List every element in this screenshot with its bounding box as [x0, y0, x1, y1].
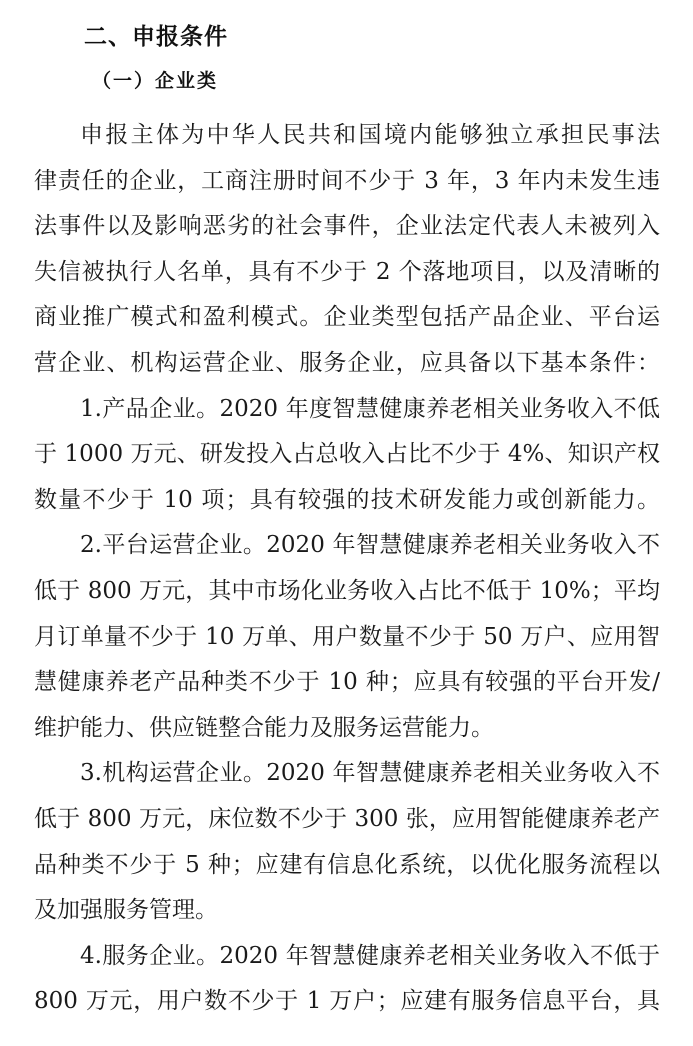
body-text [34, 113, 660, 1025]
text-line: 1.产品企业。2020 年度智慧健康养老相关业务收入不低 [80, 395, 660, 422]
text-line: 及加强服务管理。 [34, 897, 218, 924]
text-line: 4.服务企业。2020 年智慧健康养老相关业务收入不低于 [80, 942, 660, 969]
text-line: 失信被执行人名单，具有不少于 2 个落地项目，以及清晰的 [34, 258, 660, 285]
text-line: 于 1000 万元、研发投入占总收入占比不少于 4%、知识产权 [34, 441, 660, 468]
text-line: 营企业、机构运营企业、服务企业，应具备以下基本条件： [34, 349, 660, 376]
text-line: 月订单量不少于 10 万单、用户数量不少于 50 万户、应用智 [34, 623, 660, 650]
sub-heading: （一）企业类 [92, 70, 219, 92]
text-line: 法事件以及影响恶劣的社会事件，企业法定代表人未被列入 [34, 213, 660, 240]
text-line: 低于 800 万元，床位数不少于 300 张，应用智能健康养老产 [34, 805, 660, 832]
text-line: 数量不少于 10 项；具有较强的技术研发能力或创新能力。 [34, 486, 660, 513]
text-line: 申报主体为中华人民共和国境内能够独立承担民事法 [80, 122, 660, 148]
text-line: 3.机构运营企业。2020 年智慧健康养老相关业务收入不 [80, 760, 660, 787]
text-line: 品种类不少于 5 种；应建有信息化系统，以优化服务流程以 [34, 851, 660, 878]
text-line: 低于 800 万元，其中市场化业务收入占比不低于 10%；平均 [34, 577, 660, 604]
text-line: 慧健康养老产品种类不少于 10 种；应具有较强的平台开发/ [34, 669, 660, 696]
text-line: 2.平台运营企业。2020 年智慧健康养老相关业务收入不 [80, 532, 660, 559]
text-line: 商业推广模式和盈利模式。企业类型包括产品企业、平台运 [34, 304, 660, 331]
section-heading: 二、申报条件 [84, 24, 228, 50]
text-line: 800 万元，用户数不少于 1 万户；应建有服务信息平台，具 [34, 988, 660, 1015]
text-line: 律责任的企业，工商注册时间不少于 3 年，3 年内未发生违 [34, 167, 660, 194]
text-line: 维护能力、供应链整合能力及服务运营能力。 [34, 714, 494, 741]
